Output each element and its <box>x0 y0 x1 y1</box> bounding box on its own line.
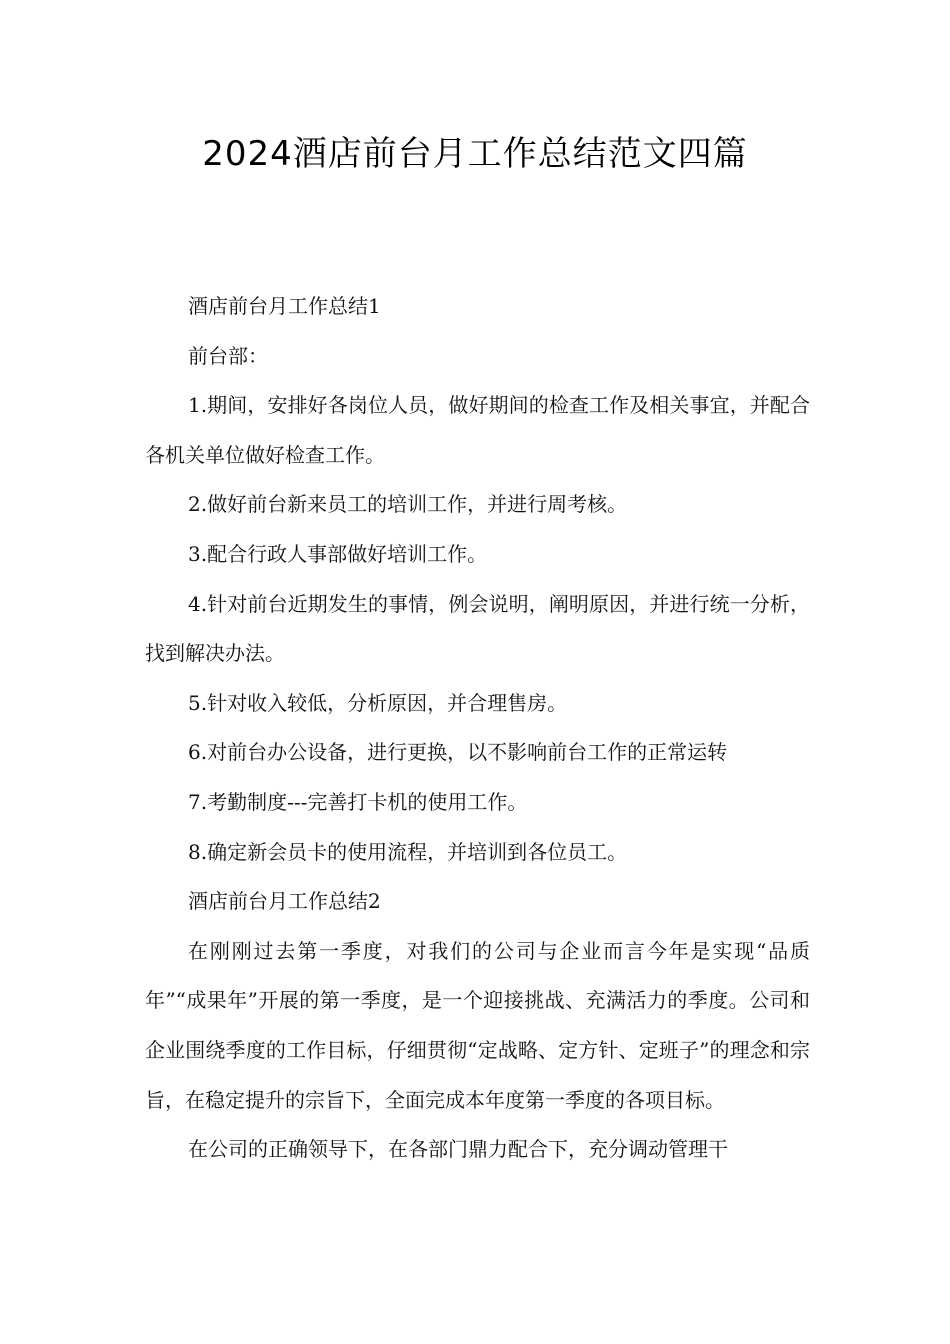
list-item-3: 3.配合行政人事部做好培训工作。 <box>188 541 488 566</box>
section-heading-1: 酒店前台月工作总结1 <box>188 294 381 318</box>
department-label: 前台部： <box>188 343 268 368</box>
list-item-4: 4.针对前台近期发生的事情，例会说明，阐明原因，并进行统一分析，找到解决办法。 <box>145 591 810 666</box>
list-item-7: 7.考勤制度---完善打卡机的使用工作。 <box>188 789 528 814</box>
list-item-5: 5.针对收入较低，分析原因，并合理售房。 <box>188 690 568 715</box>
body-paragraph-1: 在刚刚过去第一季度，对我们的公司与企业而言今年是实现“品质年”“成果年”开展的第一季度，是一个迎接挑战、充满活力的季度。公司和企业围绕季度的工作目标，仔细贯彻“定战略、定方针、定班子”的理念和宗旨，在稳定提升的宗旨下，全面完成本年度第一季度的各项目标。 <box>145 938 810 1112</box>
list-item-1: 1.期间，安排好各岗位人员，做好期间的检查工作及相关事宜，并配合各机关单位做好检查工作。 <box>145 393 810 467</box>
body-paragraph-2: 在公司的正确领导下，在各部门鼎力配合下，充分调动管理干 <box>188 1137 728 1162</box>
document-body <box>145 282 810 1175</box>
section-heading-2: 酒店前台月工作总结2 <box>188 889 381 914</box>
list-item-8: 8.确定新会员卡的使用流程，并培训到各位员工。 <box>188 839 628 864</box>
list-item-6: 6.对前台办公设备，进行更换，以不影响前台工作的正常运转 <box>188 740 728 765</box>
document-title: 2024酒店前台月工作总结范文四篇 <box>202 134 748 174</box>
list-item-2: 2.做好前台新来员工的培训工作，并进行周考核。 <box>188 492 628 517</box>
